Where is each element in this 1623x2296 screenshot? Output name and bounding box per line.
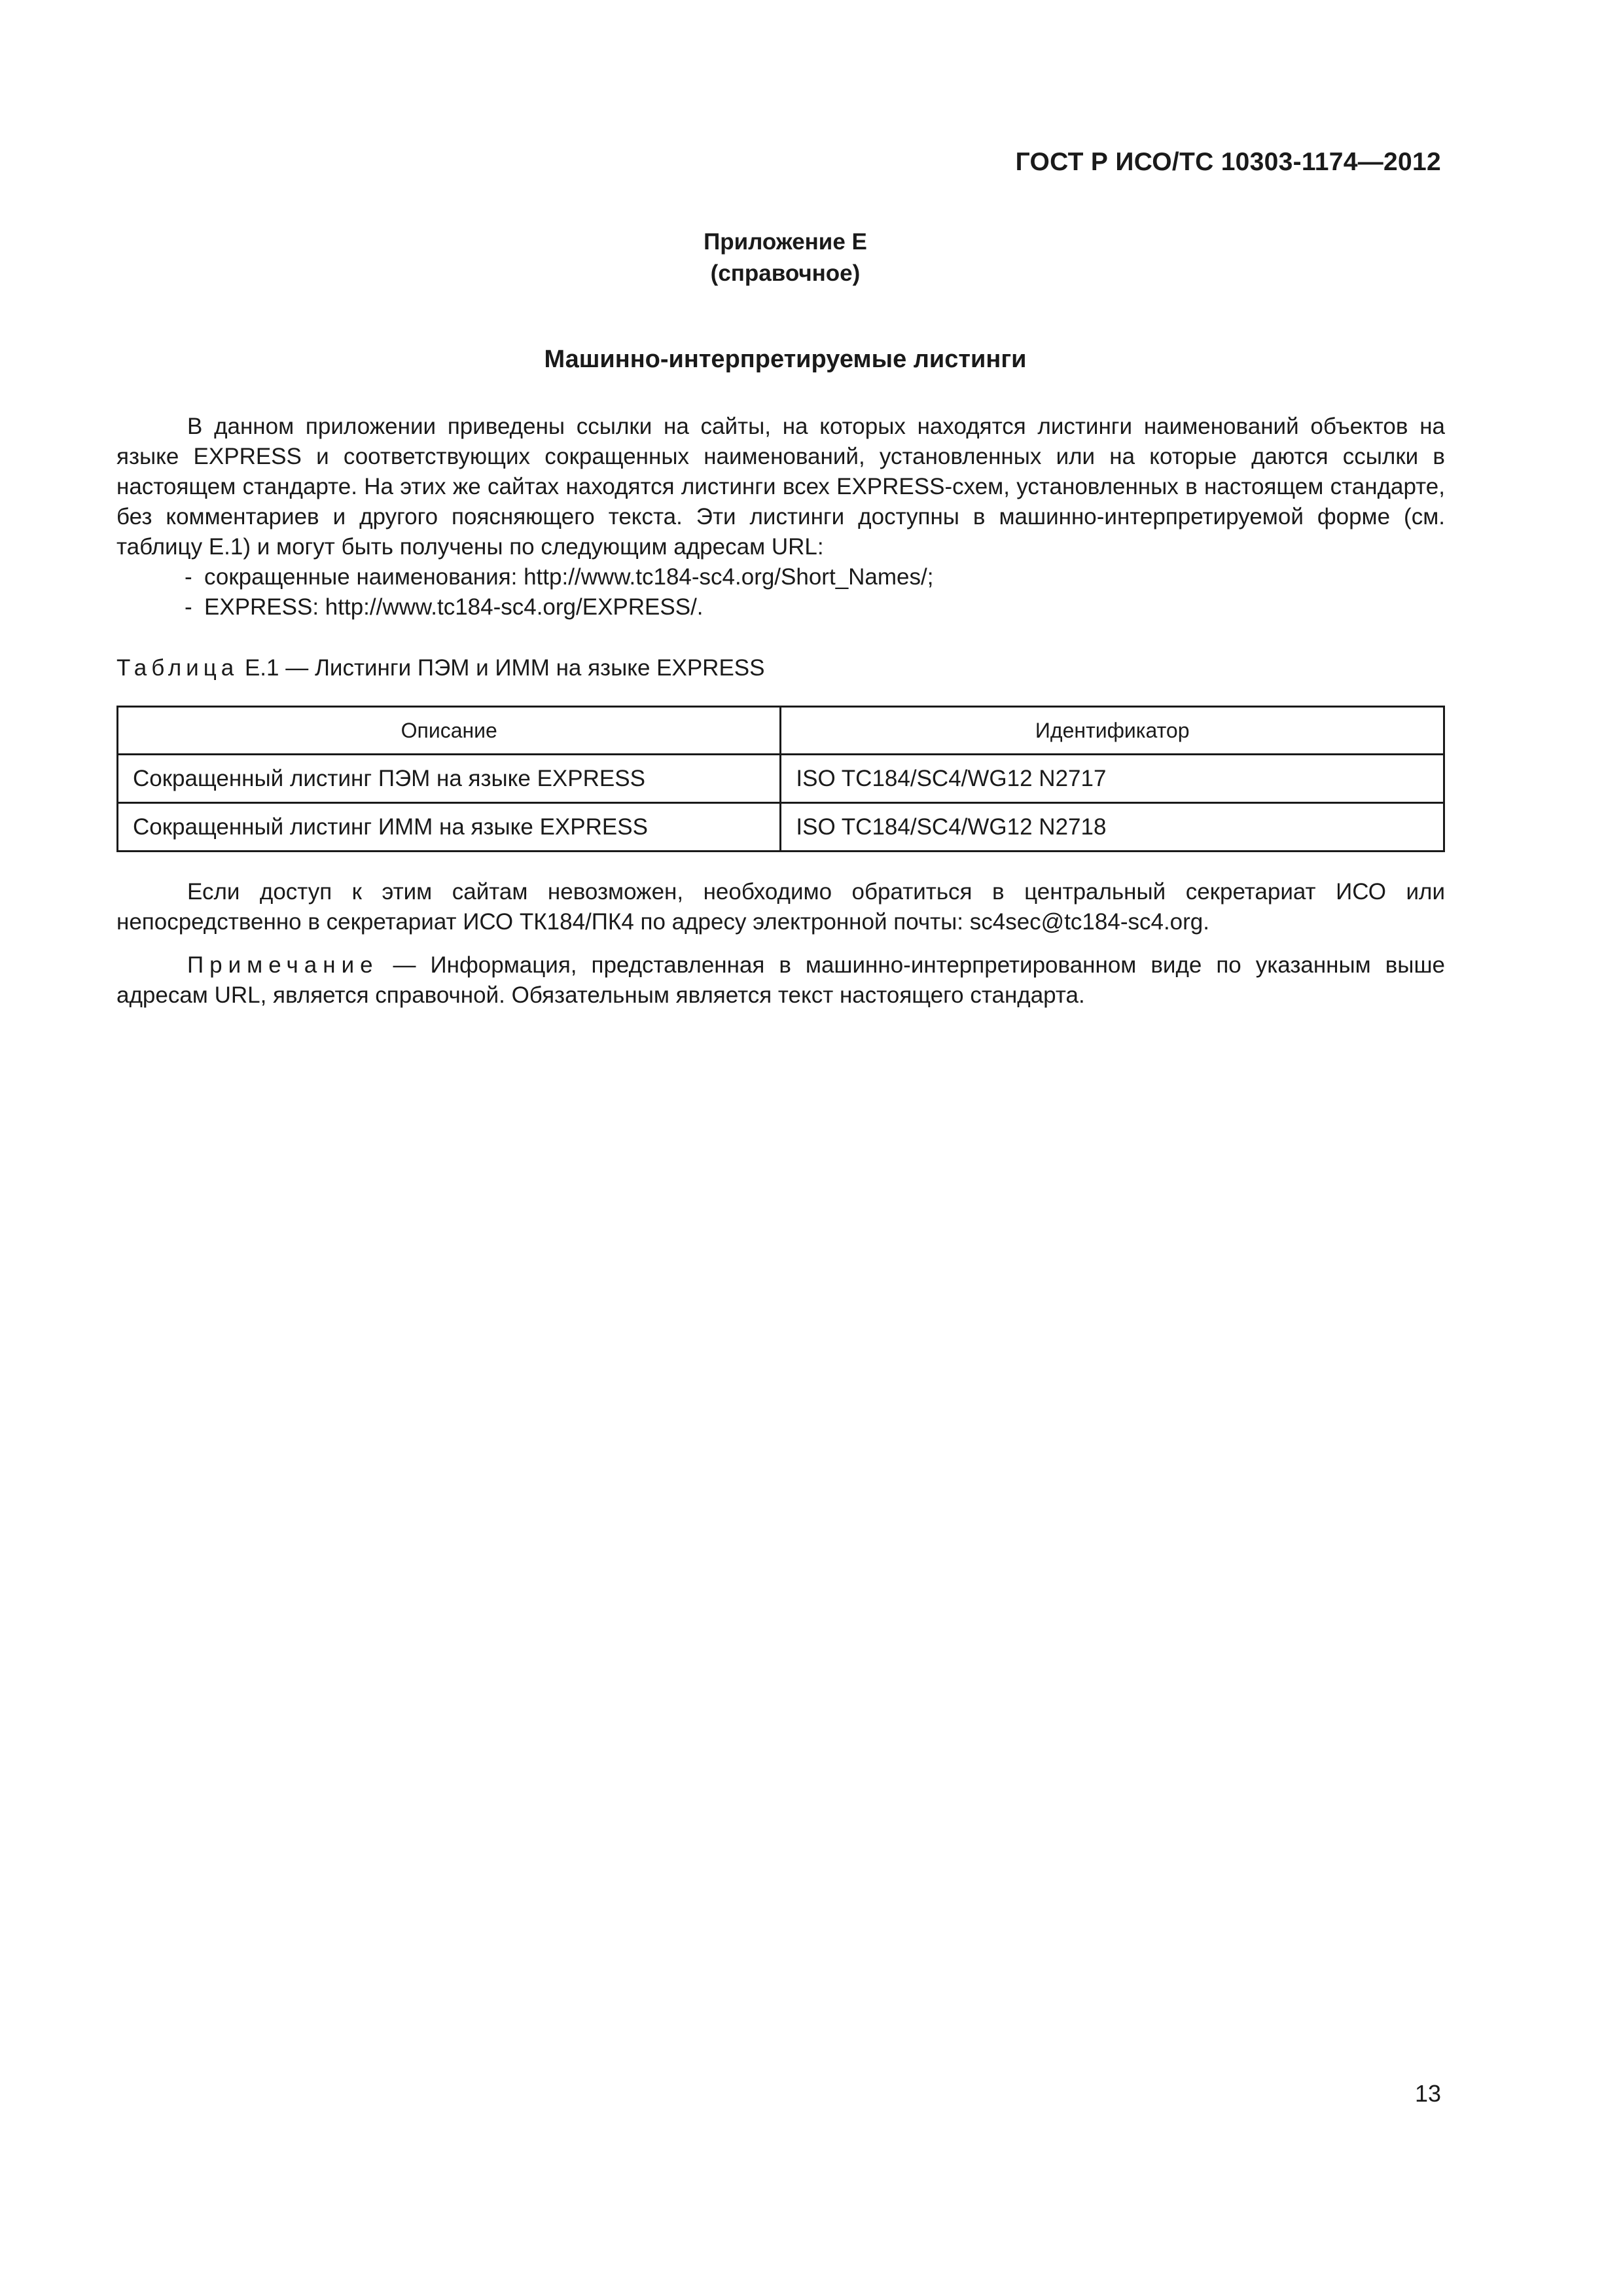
note-text: — Информация, представленная в машинно-интерпретированном виде по указанным выше адресам URL, является справочной. Обязательным является текст настоящего стандарта.	[116, 952, 1445, 1008]
table-caption	[116, 655, 764, 681]
list-item-text: сокращенные наименования: http://www.tc184-sc4.org/Short_Names/;	[204, 564, 934, 590]
section-title: Машинно-интерпретируемые листинги	[544, 346, 1027, 373]
table-cell-description: Сокращенный листинг ПЭМ на языке EXPRESS	[118, 755, 781, 803]
table-header-row	[118, 707, 1444, 755]
appendix-status: (справочное)	[710, 260, 861, 286]
after-table-paragraph: Если доступ к этим сайтам невозможен, необходимо обратиться в центральный секретариат ИСО или непосредственно в секретариат ИСО ТК184/ПК4 по адресу электронной почты: sc4sec@tc184-sc4.org.	[116, 879, 1445, 935]
url-list	[116, 562, 1445, 622]
table-cell-identifier: ISO TC184/SC4/WG12 N2717	[781, 755, 1444, 803]
column-header-identifier: Идентификатор	[781, 707, 1444, 755]
table-cell-description: Сокращенный листинг ИММ на языке EXPRESS	[118, 803, 781, 852]
intro-paragraph: В данном приложении приведены ссылки на сайты, на которых находятся листинги наименований объектов на языке EXPRESS и соответствующих сокращенных наименований, установленных или на которые даются ссылки в настоящем стандарте. На этих же сайтах находятся листинги всех EXPRESS-схем, установленных в настоящем стандарте, без комментариев и другого поясняющего текста. Эти листинги доступны в машинно-интерпретируемой форме (см. таблицу Е.1) и могут быть получены по следующим адресам URL:	[116, 414, 1445, 560]
list-item	[185, 592, 1445, 622]
table-row	[118, 803, 1444, 852]
column-header-description: Описание	[118, 707, 781, 755]
after-table-block	[116, 877, 1445, 937]
standard-header: ГОСТ Р ИСО/ТС 10303-1174—2012	[1015, 148, 1441, 176]
page-number: 13	[1414, 2080, 1441, 2107]
appendix-title: Приложение Е	[704, 229, 867, 255]
appendix-heading	[0, 226, 1571, 289]
list-item	[185, 562, 1445, 592]
list-dash: -	[185, 564, 192, 590]
intro-block	[116, 412, 1445, 622]
table-row	[118, 755, 1444, 803]
list-dash: -	[185, 594, 192, 620]
table-caption-text: Е.1 — Листинги ПЭМ и ИММ на языке EXPRESS	[238, 655, 765, 681]
list-item-text: EXPRESS: http://www.tc184-sc4.org/EXPRESS/.	[204, 594, 704, 620]
table-caption-label: Таблица	[116, 655, 239, 681]
note-label: Примечание	[187, 952, 379, 978]
note-paragraph	[116, 950, 1445, 1011]
listings-table	[116, 706, 1445, 852]
note-block	[116, 950, 1445, 1011]
table-cell-identifier: ISO TC184/SC4/WG12 N2718	[781, 803, 1444, 852]
